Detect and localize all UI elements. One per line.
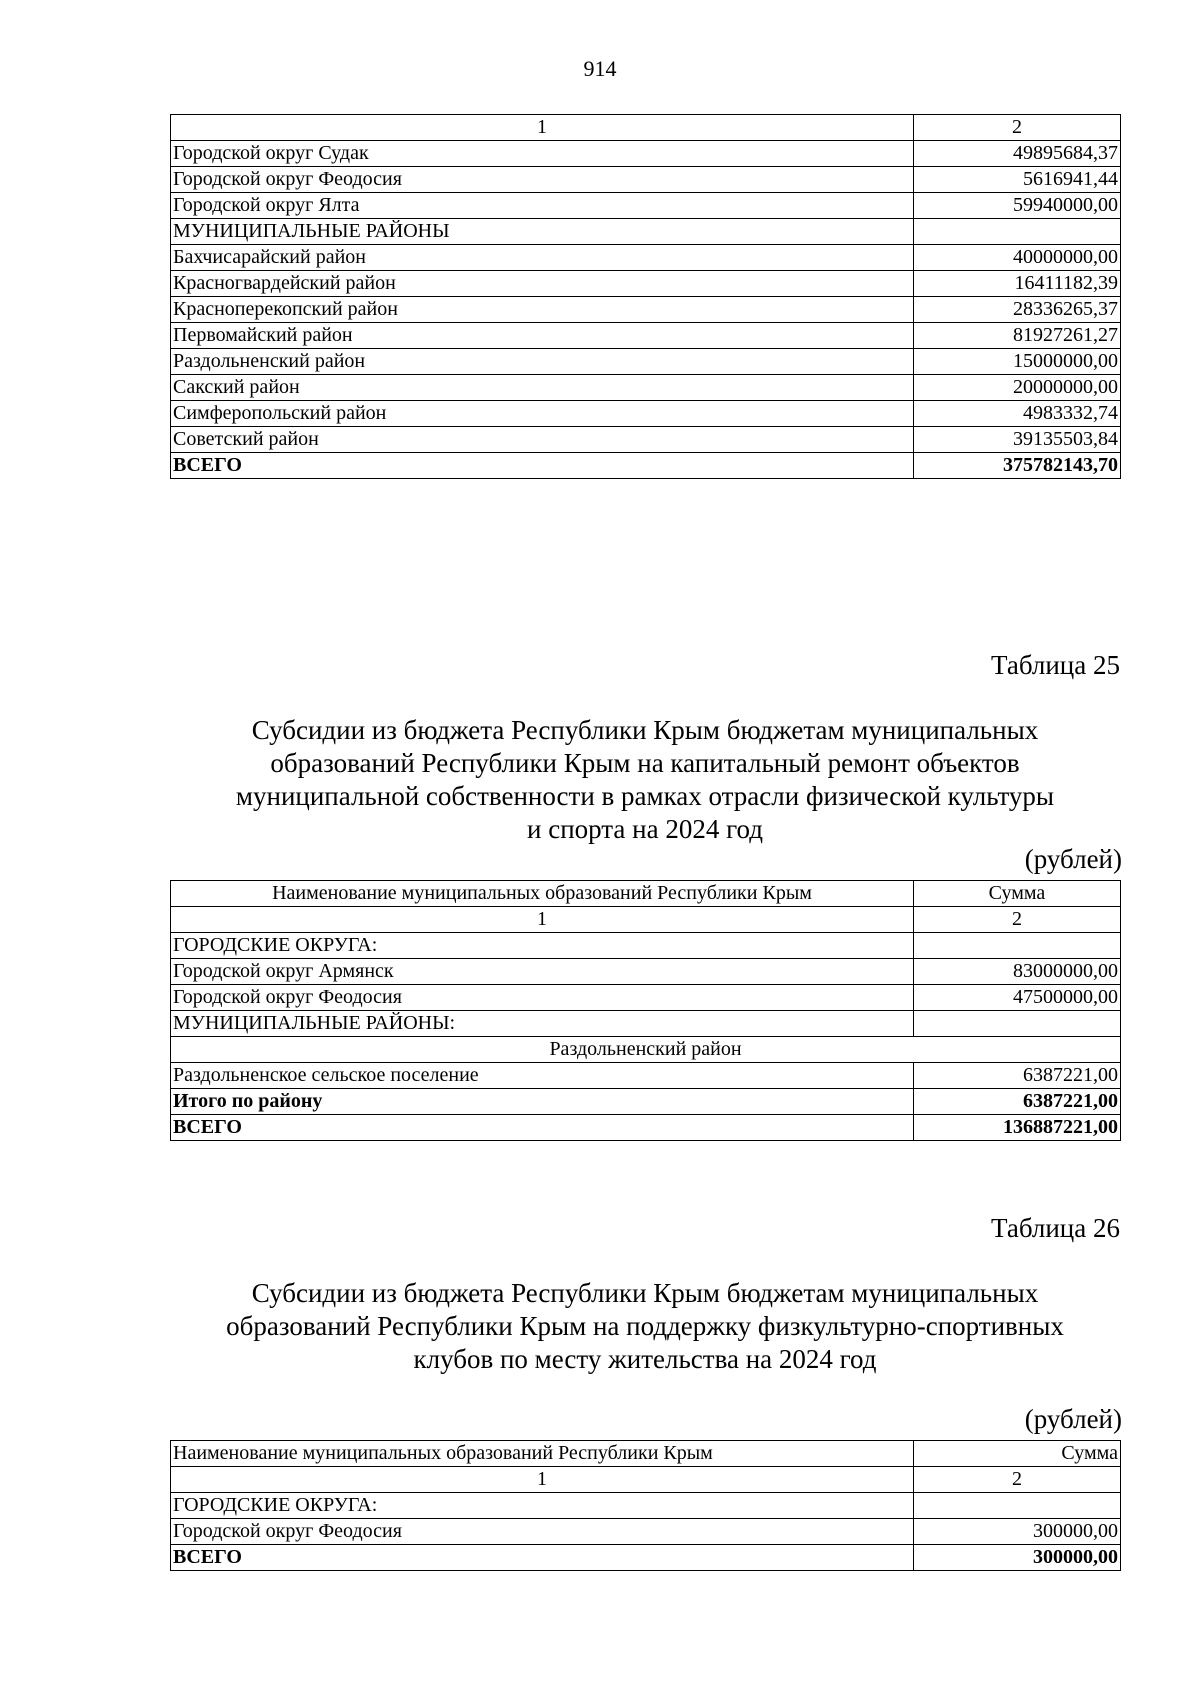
row-amount: 49895684,37: [914, 141, 1121, 167]
total-amount: 136887221,00: [914, 1115, 1121, 1141]
table-row: [171, 1011, 1121, 1037]
district-header-row: [171, 1037, 1121, 1063]
row-amount: 28336265,37: [914, 297, 1121, 323]
row-name: МУНИЦИПАЛЬНЫЕ РАЙОНЫ:: [171, 1011, 914, 1037]
row-name: Раздольненское сельское поселение: [171, 1063, 914, 1089]
table-row: [171, 323, 1121, 349]
row-name: МУНИЦИПАЛЬНЫЕ РАЙОНЫ: [171, 219, 914, 245]
table-row: [171, 933, 1121, 959]
table-row: [171, 193, 1121, 219]
row-amount: 59940000,00: [914, 193, 1121, 219]
district-total-row: [171, 1089, 1121, 1115]
row-amount: [914, 219, 1121, 245]
row-name: Сакский район: [171, 375, 914, 401]
table-header-numbers: [171, 115, 1121, 141]
table-26-label: Таблица 26: [991, 1213, 1120, 1243]
table-25: [170, 880, 1121, 1141]
table-row: [171, 959, 1121, 985]
total-label: ВСЕГО: [171, 1545, 914, 1571]
table-row: [171, 985, 1121, 1011]
table-26-title: [170, 1277, 1120, 1376]
table-row: [171, 271, 1121, 297]
column-number: 2: [914, 907, 1121, 933]
column-header-amount: Сумма: [914, 1441, 1121, 1467]
table-row: [171, 219, 1121, 245]
row-amount: 20000000,00: [914, 375, 1121, 401]
column-header-name: Наименование муниципальных образований Республики Крым: [171, 881, 914, 907]
column-number: 1: [171, 1467, 914, 1493]
table-row: [171, 401, 1121, 427]
row-name: ГОРОДСКИЕ ОКРУГА:: [171, 1493, 914, 1519]
row-name: Бахчисарайский район: [171, 245, 914, 271]
total-label: ВСЕГО: [171, 1115, 914, 1141]
district-header: Раздольненский район: [171, 1037, 1121, 1063]
column-header-name: Наименование муниципальных образований Республики Крым: [171, 1441, 914, 1467]
row-name: Городской округ Феодосия: [171, 1519, 914, 1545]
row-amount: 4983332,74: [914, 401, 1121, 427]
row-amount: [914, 933, 1121, 959]
title-line: Субсидии из бюджета Республики Крым бюджетам муниципальных: [251, 1278, 1039, 1308]
table-row: [171, 427, 1121, 453]
table-header: [171, 1441, 1121, 1467]
page-number: 914: [583, 56, 617, 81]
row-name: Первомайский район: [171, 323, 914, 349]
table-header: [171, 881, 1121, 907]
total-row: [171, 1545, 1121, 1571]
table-25-title: [170, 714, 1120, 846]
total-label: ВСЕГО: [171, 453, 914, 479]
row-amount: 300000,00: [914, 1519, 1121, 1545]
table-25-label: Таблица 25: [991, 650, 1120, 680]
total-row: [171, 1115, 1121, 1141]
row-name: Городской округ Феодосия: [171, 167, 914, 193]
column-number: 1: [171, 115, 914, 141]
district-total-amount: 6387221,00: [914, 1089, 1121, 1115]
column-number: 2: [914, 115, 1121, 141]
row-amount: 40000000,00: [914, 245, 1121, 271]
row-name: Красногвардейский район: [171, 271, 914, 297]
row-amount: [914, 1011, 1121, 1037]
row-name: Городской округ Феодосия: [171, 985, 914, 1011]
table-row: [171, 375, 1121, 401]
row-amount: 81927261,27: [914, 323, 1121, 349]
row-name: Городской округ Ялта: [171, 193, 914, 219]
table-row: [171, 1493, 1121, 1519]
title-line: Субсидии из бюджета Республики Крым бюджетам муниципальных: [251, 715, 1039, 745]
row-amount: 47500000,00: [914, 985, 1121, 1011]
row-amount: 5616941,44: [914, 167, 1121, 193]
table-row: [171, 1063, 1121, 1089]
row-amount: 83000000,00: [914, 959, 1121, 985]
table-row: [171, 245, 1121, 271]
row-amount: 16411182,39: [914, 271, 1121, 297]
column-number: 2: [914, 1467, 1121, 1493]
title-line: образований Республики Крым на поддержку физкультурно-спортивных: [226, 1311, 1064, 1341]
district-total-label: Итого по району: [171, 1089, 914, 1115]
total-amount: 375782143,70: [914, 453, 1121, 479]
table-prev: [170, 114, 1121, 479]
row-amount: 6387221,00: [914, 1063, 1121, 1089]
table-row: [171, 141, 1121, 167]
row-name: Городской округ Армянск: [171, 959, 914, 985]
column-number: 1: [171, 907, 914, 933]
row-name: ГОРОДСКИЕ ОКРУГА:: [171, 933, 914, 959]
table-26-unit: (рублей): [1024, 1404, 1122, 1434]
row-name: Раздольненский район: [171, 349, 914, 375]
title-line: образований Республики Крым на капитальный ремонт объектов: [270, 748, 1020, 778]
column-header-amount: Сумма: [914, 881, 1121, 907]
table-header-numbers: [171, 907, 1121, 933]
title-line: муниципальной собственности в рамках отрасли физической культуры: [235, 781, 1055, 811]
table-header-numbers: [171, 1467, 1121, 1493]
table-row: [171, 1519, 1121, 1545]
row-name: Симферопольский район: [171, 401, 914, 427]
table-25-unit: (рублей): [1024, 844, 1122, 874]
table-row: [171, 297, 1121, 323]
title-line: клубов по месту жительства на 2024 год: [413, 1344, 877, 1374]
row-amount: 39135503,84: [914, 427, 1121, 453]
row-name: Городской округ Судак: [171, 141, 914, 167]
row-name: Красноперекопский район: [171, 297, 914, 323]
row-amount: 15000000,00: [914, 349, 1121, 375]
row-name: Советский район: [171, 427, 914, 453]
table-26: [170, 1440, 1121, 1571]
table-row: [171, 349, 1121, 375]
total-row: [171, 453, 1121, 479]
total-amount: 300000,00: [914, 1545, 1121, 1571]
table-row: [171, 167, 1121, 193]
row-amount: [914, 1493, 1121, 1519]
title-line: и спорта на 2024 год: [527, 814, 763, 844]
